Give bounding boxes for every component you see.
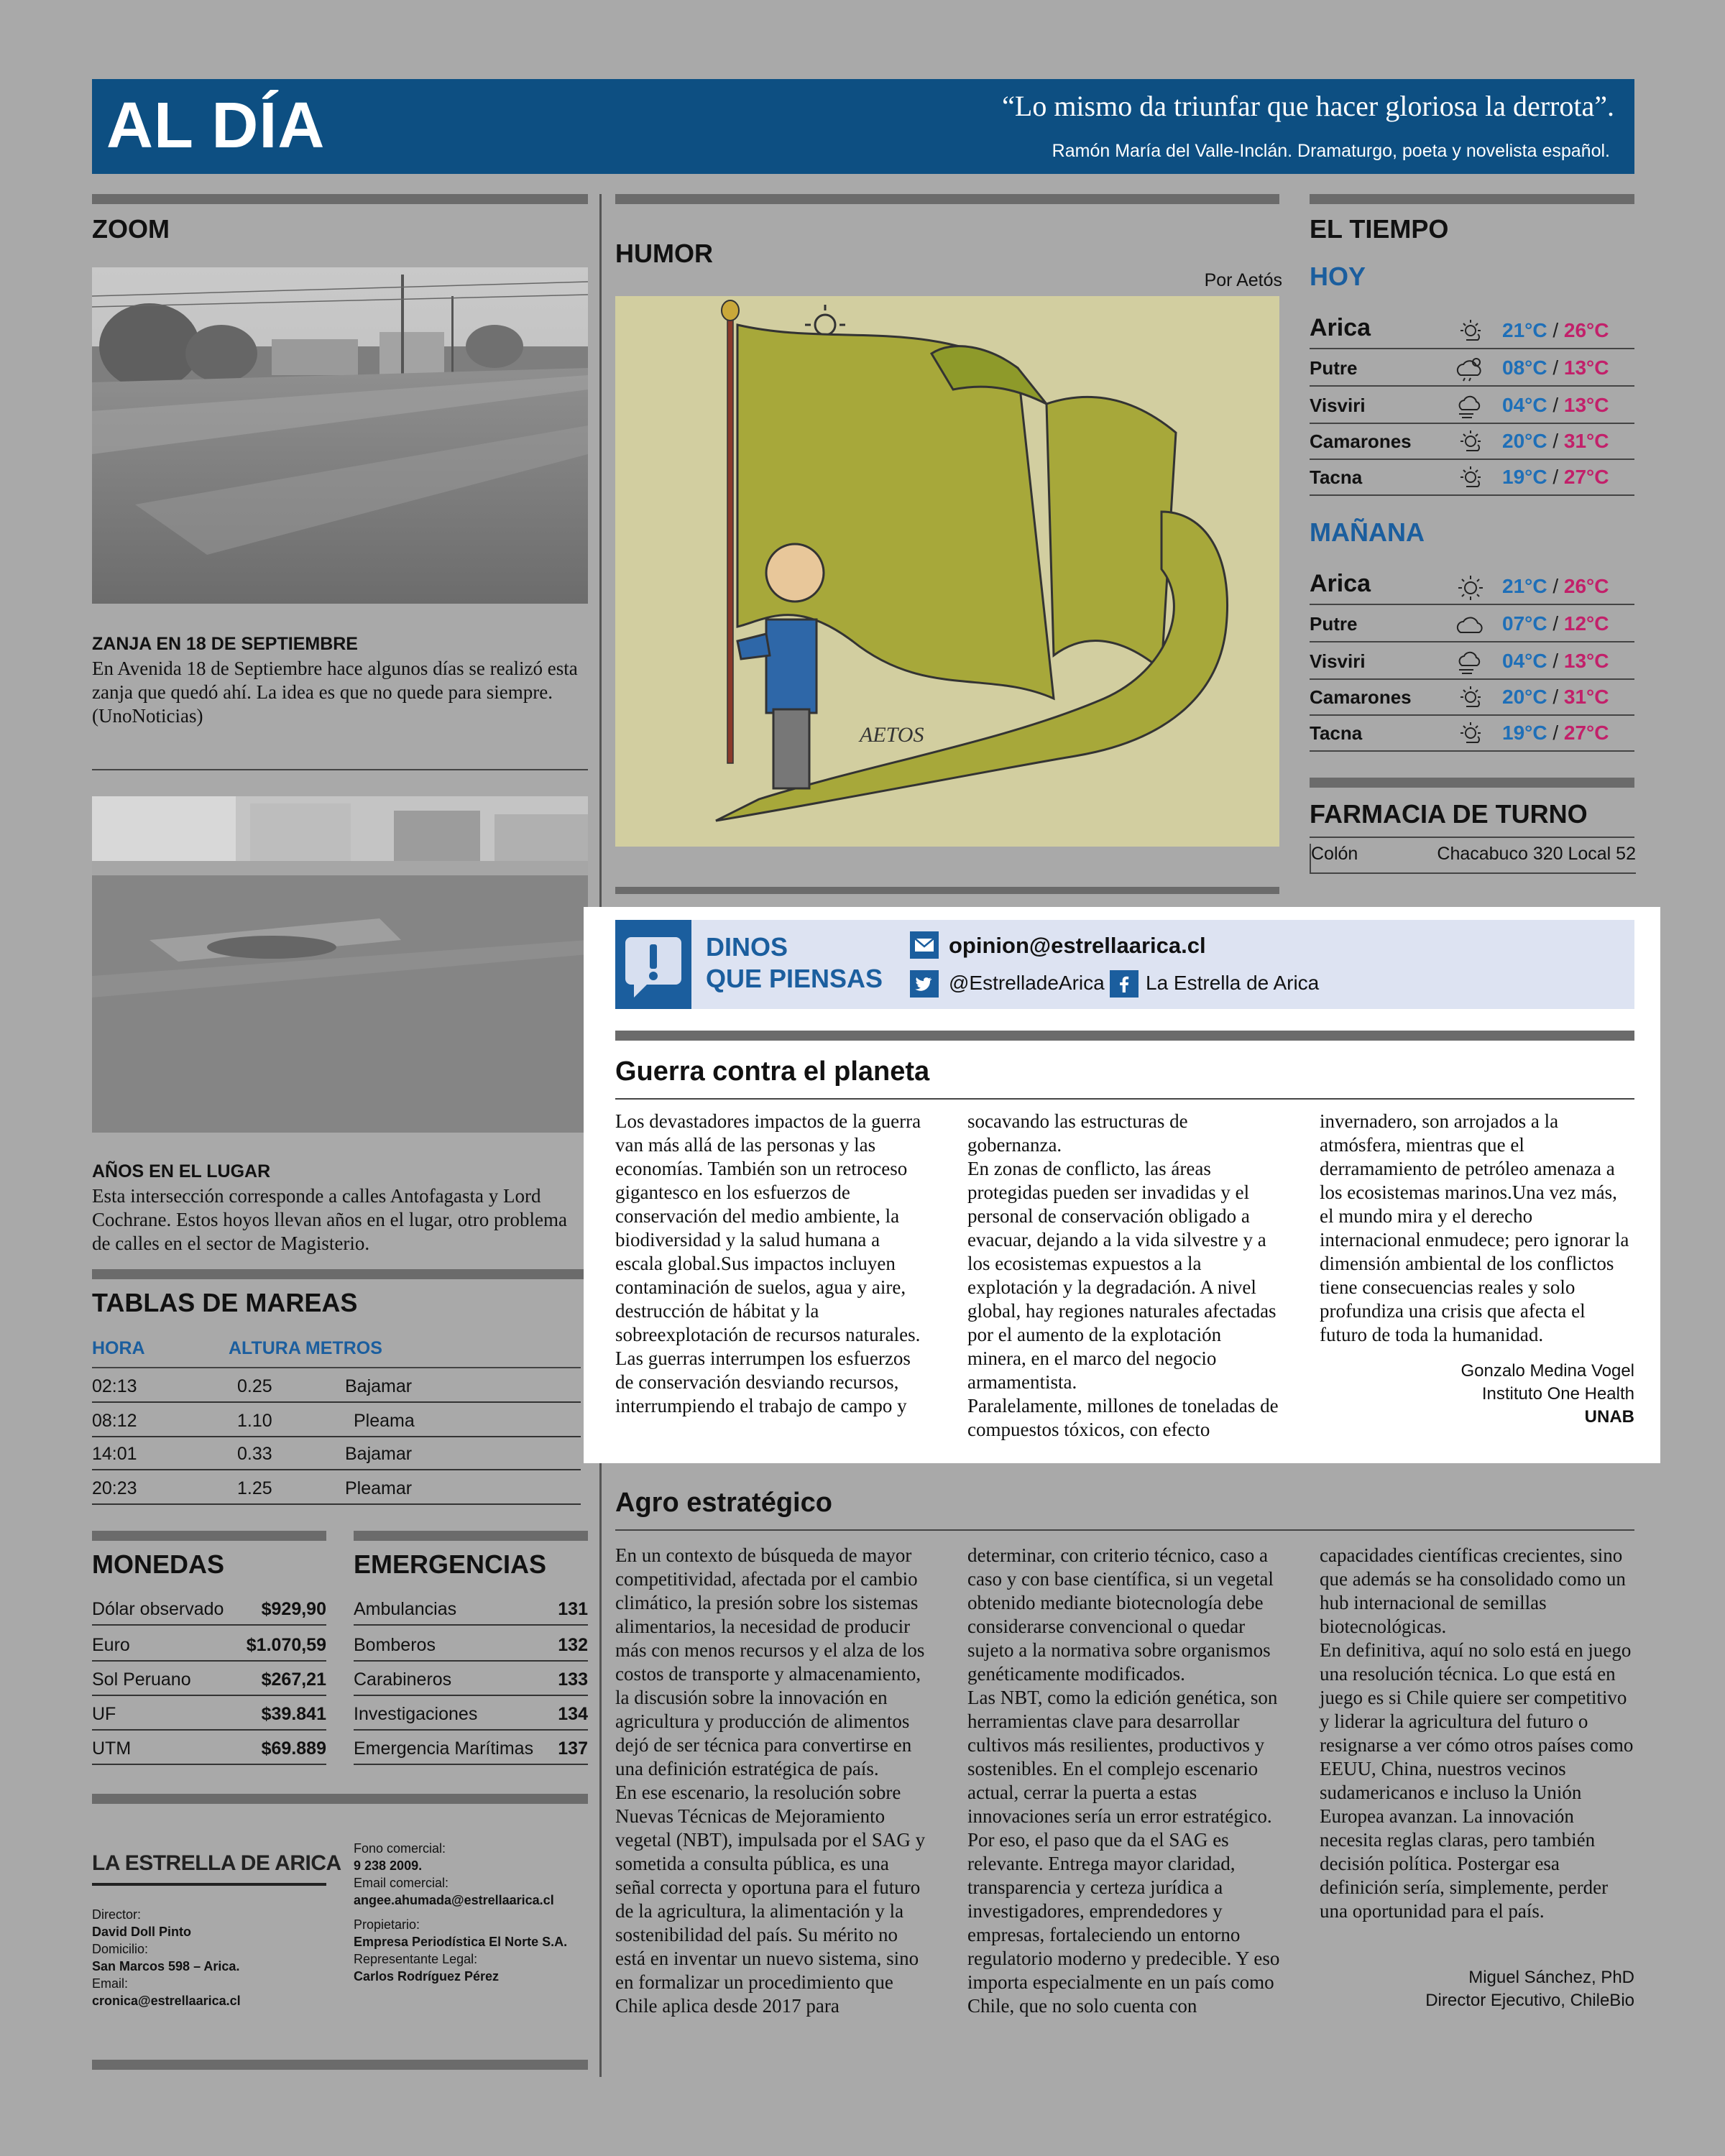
weather-temp: 04°C / 13°C	[1502, 394, 1609, 416]
divider	[92, 2060, 588, 2070]
tide-height: 0.33	[237, 1444, 272, 1464]
emergency-label: Bomberos	[354, 1635, 436, 1655]
max-temp: 26°C	[1563, 575, 1609, 597]
weather-row	[1310, 424, 1634, 460]
cloud-icon	[1455, 609, 1486, 638]
masthead-email: cronica@estrellaarica.cl	[92, 1994, 241, 2008]
min-temp: 04°C	[1502, 650, 1547, 672]
caption-text-2: Esta intersección corresponde a calles Antofagasta y Lord Cochrane. Estos hoyos llevan años en el lugar, otro problema de calles en el sector de Magisterio.	[92, 1185, 567, 1254]
zoom-photo-2	[92, 796, 588, 1133]
tide-row	[92, 1470, 581, 1505]
author-role: Director Ejecutivo, ChileBio	[1425, 1991, 1634, 2010]
cloudy-sun-icon	[1455, 354, 1486, 382]
article-paragraph: Paralelamente, millones de toneladas de compuestos tóxicos, con efecto invernadero, son arrojados a la atmósfera, mientras que el derramamiento de petróleo amenaza a los ecosistemas marinos.Una vez más, el mundo mira y el derecho internacional enmudece; pero ignorar la dimensión ambiental de los conflictos tiene consecuencias reales y solo profundiza una crisis que afecta el futuro de toda la humanidad.	[967, 1110, 1629, 1440]
weather-temp: 21°C / 26°C	[1502, 319, 1609, 341]
weather-today-label: HOY	[1310, 262, 1366, 291]
weather-row	[1310, 306, 1634, 349]
max-temp: 31°C	[1563, 430, 1609, 452]
facebook-page-link[interactable]: La Estrella de Arica	[1146, 972, 1320, 994]
pharmacy-heading: FARMACIA DE TURNO	[1310, 799, 1588, 829]
twitter-handle-link[interactable]: @EstrelladeArica	[949, 972, 1105, 994]
emergency-row	[354, 1696, 588, 1731]
masthead-commercial	[354, 1840, 591, 1985]
contact-line-1: DINOS	[706, 932, 788, 962]
weather-tomorrow-label: MAÑANA	[1310, 517, 1425, 547]
commercial-email: angee.ahumada@estrellaarica.cl	[354, 1893, 554, 1907]
partly-sunny-icon	[1455, 683, 1486, 711]
weather-row	[1310, 388, 1634, 424]
article-signature	[1320, 1360, 1634, 1429]
weather-city: Arica	[1310, 314, 1371, 341]
tide-time: 14:01	[92, 1444, 137, 1464]
currency-value: $69.889	[261, 1738, 326, 1759]
divider	[615, 1031, 1634, 1041]
currency-row	[92, 1591, 326, 1626]
weather-row	[1310, 716, 1634, 752]
divider	[615, 1529, 1634, 1531]
weather-temp: 20°C / 31°C	[1502, 430, 1609, 452]
currency-value: $267,21	[261, 1669, 326, 1690]
tides-heading: TABLAS DE MAREAS	[92, 1288, 358, 1317]
min-temp: 19°C	[1502, 722, 1547, 744]
article-title: Guerra contra el planeta	[615, 1056, 930, 1087]
partly-sunny-icon	[1455, 463, 1486, 492]
max-temp: 13°C	[1563, 394, 1609, 416]
weather-temp: 21°C / 26°C	[1502, 575, 1609, 597]
currency-value: $929,90	[261, 1599, 326, 1619]
street-potholes-photo	[92, 796, 588, 1133]
min-temp: 21°C	[1502, 319, 1547, 341]
tide-time: 02:13	[92, 1376, 137, 1396]
zoom-heading: ZOOM	[92, 214, 170, 244]
min-temp: 20°C	[1502, 430, 1547, 452]
cloud-wind-icon	[1455, 647, 1486, 676]
divider	[92, 1531, 326, 1541]
max-temp: 12°C	[1563, 612, 1609, 635]
min-temp: 04°C	[1502, 394, 1547, 416]
weather-temp: 19°C / 27°C	[1502, 722, 1609, 744]
tides-col-hora: HORA	[92, 1338, 145, 1358]
currency-row	[92, 1731, 326, 1765]
zoom-photo-1	[92, 267, 588, 604]
weather-city: Arica	[1310, 570, 1371, 597]
contact-email-link[interactable]: opinion@estrellaarica.cl	[949, 933, 1206, 958]
min-temp: 07°C	[1502, 612, 1547, 635]
tide-height: 0.25	[237, 1376, 272, 1396]
max-temp: 31°C	[1563, 686, 1609, 708]
divider	[92, 194, 588, 204]
cartoon-signature: AETOS	[860, 723, 924, 747]
author-institution: Instituto One Health	[1481, 1384, 1634, 1404]
currency-value: $39.841	[261, 1704, 326, 1724]
weather-city: Visviri	[1310, 650, 1366, 672]
director-name: David Doll Pinto	[92, 1925, 192, 1939]
tide-row	[92, 1403, 581, 1437]
weather-temp: 07°C / 12°C	[1502, 612, 1609, 635]
emergency-row	[354, 1662, 588, 1696]
emergency-label: Carabineros	[354, 1669, 452, 1690]
tide-height: 1.10	[237, 1411, 272, 1431]
weather-temp: 08°C / 13°C	[1502, 356, 1609, 379]
currency-label: Euro	[92, 1635, 130, 1655]
contact-headline	[706, 931, 883, 995]
masthead-staff	[92, 1906, 329, 2009]
weather-row	[1310, 644, 1634, 680]
emergency-label: Ambulancias	[354, 1599, 457, 1619]
currency-label: UF	[92, 1704, 116, 1724]
weather-city: Tacna	[1310, 466, 1363, 488]
newspaper-logo	[92, 1851, 341, 1886]
currency-row	[92, 1627, 326, 1662]
emergency-number: 133	[558, 1669, 588, 1690]
partly-sunny-icon	[1455, 427, 1486, 456]
divider	[354, 1531, 588, 1541]
partly-sunny-icon	[1455, 316, 1486, 345]
phone: 9 238 2009.	[354, 1858, 423, 1873]
max-temp: 26°C	[1563, 319, 1609, 341]
mail-icon	[910, 931, 939, 959]
tide-type: Bajamar	[345, 1376, 413, 1396]
contact-line-2: QUE PIENSAS	[706, 964, 883, 993]
author-name: Gonzalo Medina Vogel	[1460, 1361, 1634, 1381]
weather-heading: EL TIEMPO	[1310, 214, 1449, 244]
divider	[615, 1098, 1634, 1100]
author-name: Miguel Sánchez, PhD	[1468, 1968, 1634, 1987]
emergency-label: Investigaciones	[354, 1704, 478, 1724]
weather-city: Putre	[1310, 357, 1358, 379]
weather-city: Visviri	[1310, 395, 1366, 416]
emergency-number: 132	[558, 1635, 588, 1655]
sun-icon	[1455, 572, 1486, 601]
emergency-row	[354, 1731, 588, 1765]
divider	[1310, 194, 1634, 204]
currency-label: Dólar observado	[92, 1599, 224, 1619]
section-title: AL DÍA	[106, 90, 326, 162]
legal-representative: Carlos Rodríguez Pérez	[354, 1969, 500, 1984]
director-label: Director:	[92, 1907, 142, 1922]
max-temp: 13°C	[1563, 650, 1609, 672]
divider	[92, 1794, 588, 1804]
weather-city: Putre	[1310, 613, 1358, 635]
article-title: Agro estratégico	[615, 1488, 832, 1518]
weather-city: Tacna	[1310, 722, 1363, 744]
weather-temp: 04°C / 13°C	[1502, 650, 1609, 672]
emergency-number: 131	[558, 1599, 588, 1619]
tide-time: 20:23	[92, 1478, 137, 1498]
contact-box	[615, 920, 1634, 1009]
caption-text-1: En Avenida 18 de Septiembre hace algunos días se realizó esta zanja que quedó ahí. La idea es que no quede para siempre. (UnoNoticias)	[92, 658, 578, 727]
article-signature	[1320, 1966, 1634, 2012]
weather-row	[1310, 562, 1634, 605]
min-temp: 08°C	[1502, 356, 1547, 379]
min-temp: 19°C	[1502, 466, 1547, 488]
max-temp: 13°C	[1563, 356, 1609, 379]
divider	[615, 194, 1279, 204]
emergency-row	[354, 1591, 588, 1626]
owner: Empresa Periodística El Norte S.A.	[354, 1935, 568, 1949]
article-paragraph: Los devastadores impactos de la guerra van más allá de las personas y las economías. También son un retroceso gigantesco en los esfuerzos de conservación del medio ambiente, la biodiversidad y la salud humana a escala global.Sus impactos incluyen contaminación de suelos, agua y aire, destrucción de hábitat y la sobreexplotación de recursos naturales. Las guerras interrumpen los esfuerzos de conservación desviando recursos, interrumpiendo el trabajo de campo y socavando las estructuras de gobernanza.	[615, 1110, 1188, 1416]
emergency-number: 134	[558, 1704, 588, 1724]
legal-label: Representante Legal:	[354, 1952, 478, 1966]
logo-text: LA ESTRELLA DE ARICA	[92, 1851, 341, 1875]
article-paragraph: Por eso, el paso que da el SAG es relevante. Entrega mayor claridad, transparencia y certeza jurídica a investigadores, emprendedores y empresas, fortaleciendo un entorno regulatorio moderno y predecible. Y eso importa especialmente en un país como Chile, que no solo cuenta con capacidades científicas crecientes, sino que además se ha consolidado como un hub internacional de semillas biotecnológicas.	[967, 1544, 1626, 2017]
article-paragraph: En definitiva, aquí no solo está en juego una resolución técnica. Lo que está en juego es si Chile quiere ser competitivo y liderar la agricultura del futuro o resignarse a ver cómo otros países como EEUU, China, nuestros vecinos sudamericanos e incluso la Unión Europea avanzan. La innovación necesita reglas claras, pero también decisión política. Postergar esa definición sería, simplemente, perder una oportunidad para el país.	[1320, 1639, 1634, 1922]
article-body	[615, 1110, 1634, 1453]
exclamation-icon	[615, 920, 691, 1009]
emergencies-heading: EMERGENCIAS	[354, 1549, 547, 1579]
divider	[1310, 837, 1634, 838]
street-trench-photo	[92, 267, 588, 604]
partly-sunny-icon	[1455, 719, 1486, 747]
article-paragraph: En ese escenario, la resolución sobre Nuevas Técnicas de Mejoramiento vegetal (NBT), impulsada por el SAG y sometida a consulta pública, es una señal correcta y oportuna para el futuro de la agricultura, la alimentación y la sostenibilidad del país. Su mérito no está en inventar un nuevo sistema, sino en formalizar un procedimiento que Chile aplica desde 2017 para determinar, con criterio técnico, caso a caso y con base científica, si un vegetal obtenido mediante biotecnología debe considerarse convencional o quedar sujeto a la normativa sobre organismos genéticamente modificados.	[615, 1544, 1274, 2017]
emergency-row	[354, 1627, 588, 1662]
caption-title-1: ZANJA EN 18 DE SEPTIEMBRE	[92, 634, 358, 654]
header-banner	[92, 79, 1634, 174]
caption-title-2: AÑOS EN EL LUGAR	[92, 1161, 271, 1181]
min-temp: 20°C	[1502, 686, 1547, 708]
phone-label: Fono comercial:	[354, 1841, 446, 1856]
article-paragraph: Las NBT, como la edición genética, son herramientas clave para desarrollar cultivos más resilientes, productivos y sostenibles. En el complejo escenario actual, cerrar la puerta a estas innovaciones sería un error estratégico.	[967, 1687, 1278, 1827]
commercial-email-label: Email comercial:	[354, 1876, 449, 1890]
max-temp: 27°C	[1563, 722, 1609, 744]
divider	[1310, 778, 1634, 788]
currencies-heading: MONEDAS	[92, 1549, 225, 1579]
address-label: Domicilio:	[92, 1942, 149, 1956]
weather-temp: 19°C / 27°C	[1502, 466, 1609, 488]
header-quote: “Lo mismo da triunfar que hacer gloriosa la derrota”.	[1002, 90, 1614, 122]
divider	[615, 887, 1279, 894]
tide-time: 08:12	[92, 1411, 137, 1431]
weather-row	[1310, 351, 1634, 387]
weather-city: Camarones	[1310, 686, 1412, 708]
tide-row	[92, 1436, 581, 1470]
pharmacy-address: Chacabuco 320 Local 52	[1437, 844, 1636, 864]
tide-height: 1.25	[237, 1478, 272, 1498]
cartoon-byline: Por Aetós	[1204, 270, 1282, 290]
weather-city: Camarones	[1310, 430, 1412, 452]
pharmacy-name: Colón	[1311, 844, 1358, 864]
tide-type: Pleama	[354, 1411, 415, 1431]
currency-row	[92, 1662, 326, 1696]
tide-type: Bajamar	[345, 1444, 413, 1464]
article-body	[615, 1544, 1634, 2073]
emergency-number: 137	[558, 1738, 588, 1759]
email-label: Email:	[92, 1976, 129, 1991]
facebook-icon	[1110, 970, 1138, 998]
currency-label: UTM	[92, 1738, 132, 1759]
tides-col-altura: ALTURA METROS	[229, 1338, 382, 1358]
speech-bubble-icon	[615, 920, 691, 1009]
article-paragraph: En un contexto de búsqueda de mayor competitividad, afectada por el cambio climático, la presión sobre los sistemas alimentarios, la necesidad de producir más con menos recursos y el alza de los costos de transporte y almacenamiento, la discusión sobre la innovación en agricultura y producción de alimentos dejó de ser técnica para convertirse en una definición estratégica de país.	[615, 1544, 925, 1779]
tide-row	[92, 1368, 581, 1403]
humor-cartoon	[615, 296, 1279, 847]
author-university: UNAB	[1584, 1407, 1634, 1427]
article-paragraph: En zonas de conflicto, las áreas protegidas pueden ser invadidas y el personal de conservación obligado a evacuar, dejando a la vida silvestre y a los ecosistemas expuestos a la explotación y la degradación. A nivel global, hay regiones naturales afectadas por el aumento de la explotación minera, en el marco del negocio armamentista.	[967, 1158, 1276, 1393]
cloud-wind-icon	[1455, 391, 1486, 420]
divider	[92, 769, 588, 770]
quote-attribution: Ramón María del Valle-Inclán. Dramaturgo, poeta y novelista español.	[1052, 141, 1610, 161]
twitter-icon	[910, 970, 939, 998]
currency-value: $1.070,59	[246, 1635, 326, 1655]
currency-row	[92, 1696, 326, 1731]
weather-row	[1310, 607, 1634, 642]
address: San Marcos 598 – Arica.	[92, 1959, 240, 1973]
cartoon-illustration	[615, 296, 1279, 847]
max-temp: 27°C	[1563, 466, 1609, 488]
pharmacy-row	[1310, 844, 1636, 874]
divider	[92, 1269, 588, 1279]
min-temp: 21°C	[1502, 575, 1547, 597]
weather-temp: 20°C / 31°C	[1502, 686, 1609, 708]
weather-row	[1310, 680, 1634, 716]
currency-label: Sol Peruano	[92, 1669, 191, 1690]
tide-type: Pleamar	[345, 1478, 413, 1498]
owner-label: Propietario:	[354, 1917, 420, 1932]
emergency-label: Emergencia Marítimas	[354, 1738, 534, 1759]
weather-row	[1310, 460, 1634, 496]
humor-heading: HUMOR	[615, 239, 713, 268]
